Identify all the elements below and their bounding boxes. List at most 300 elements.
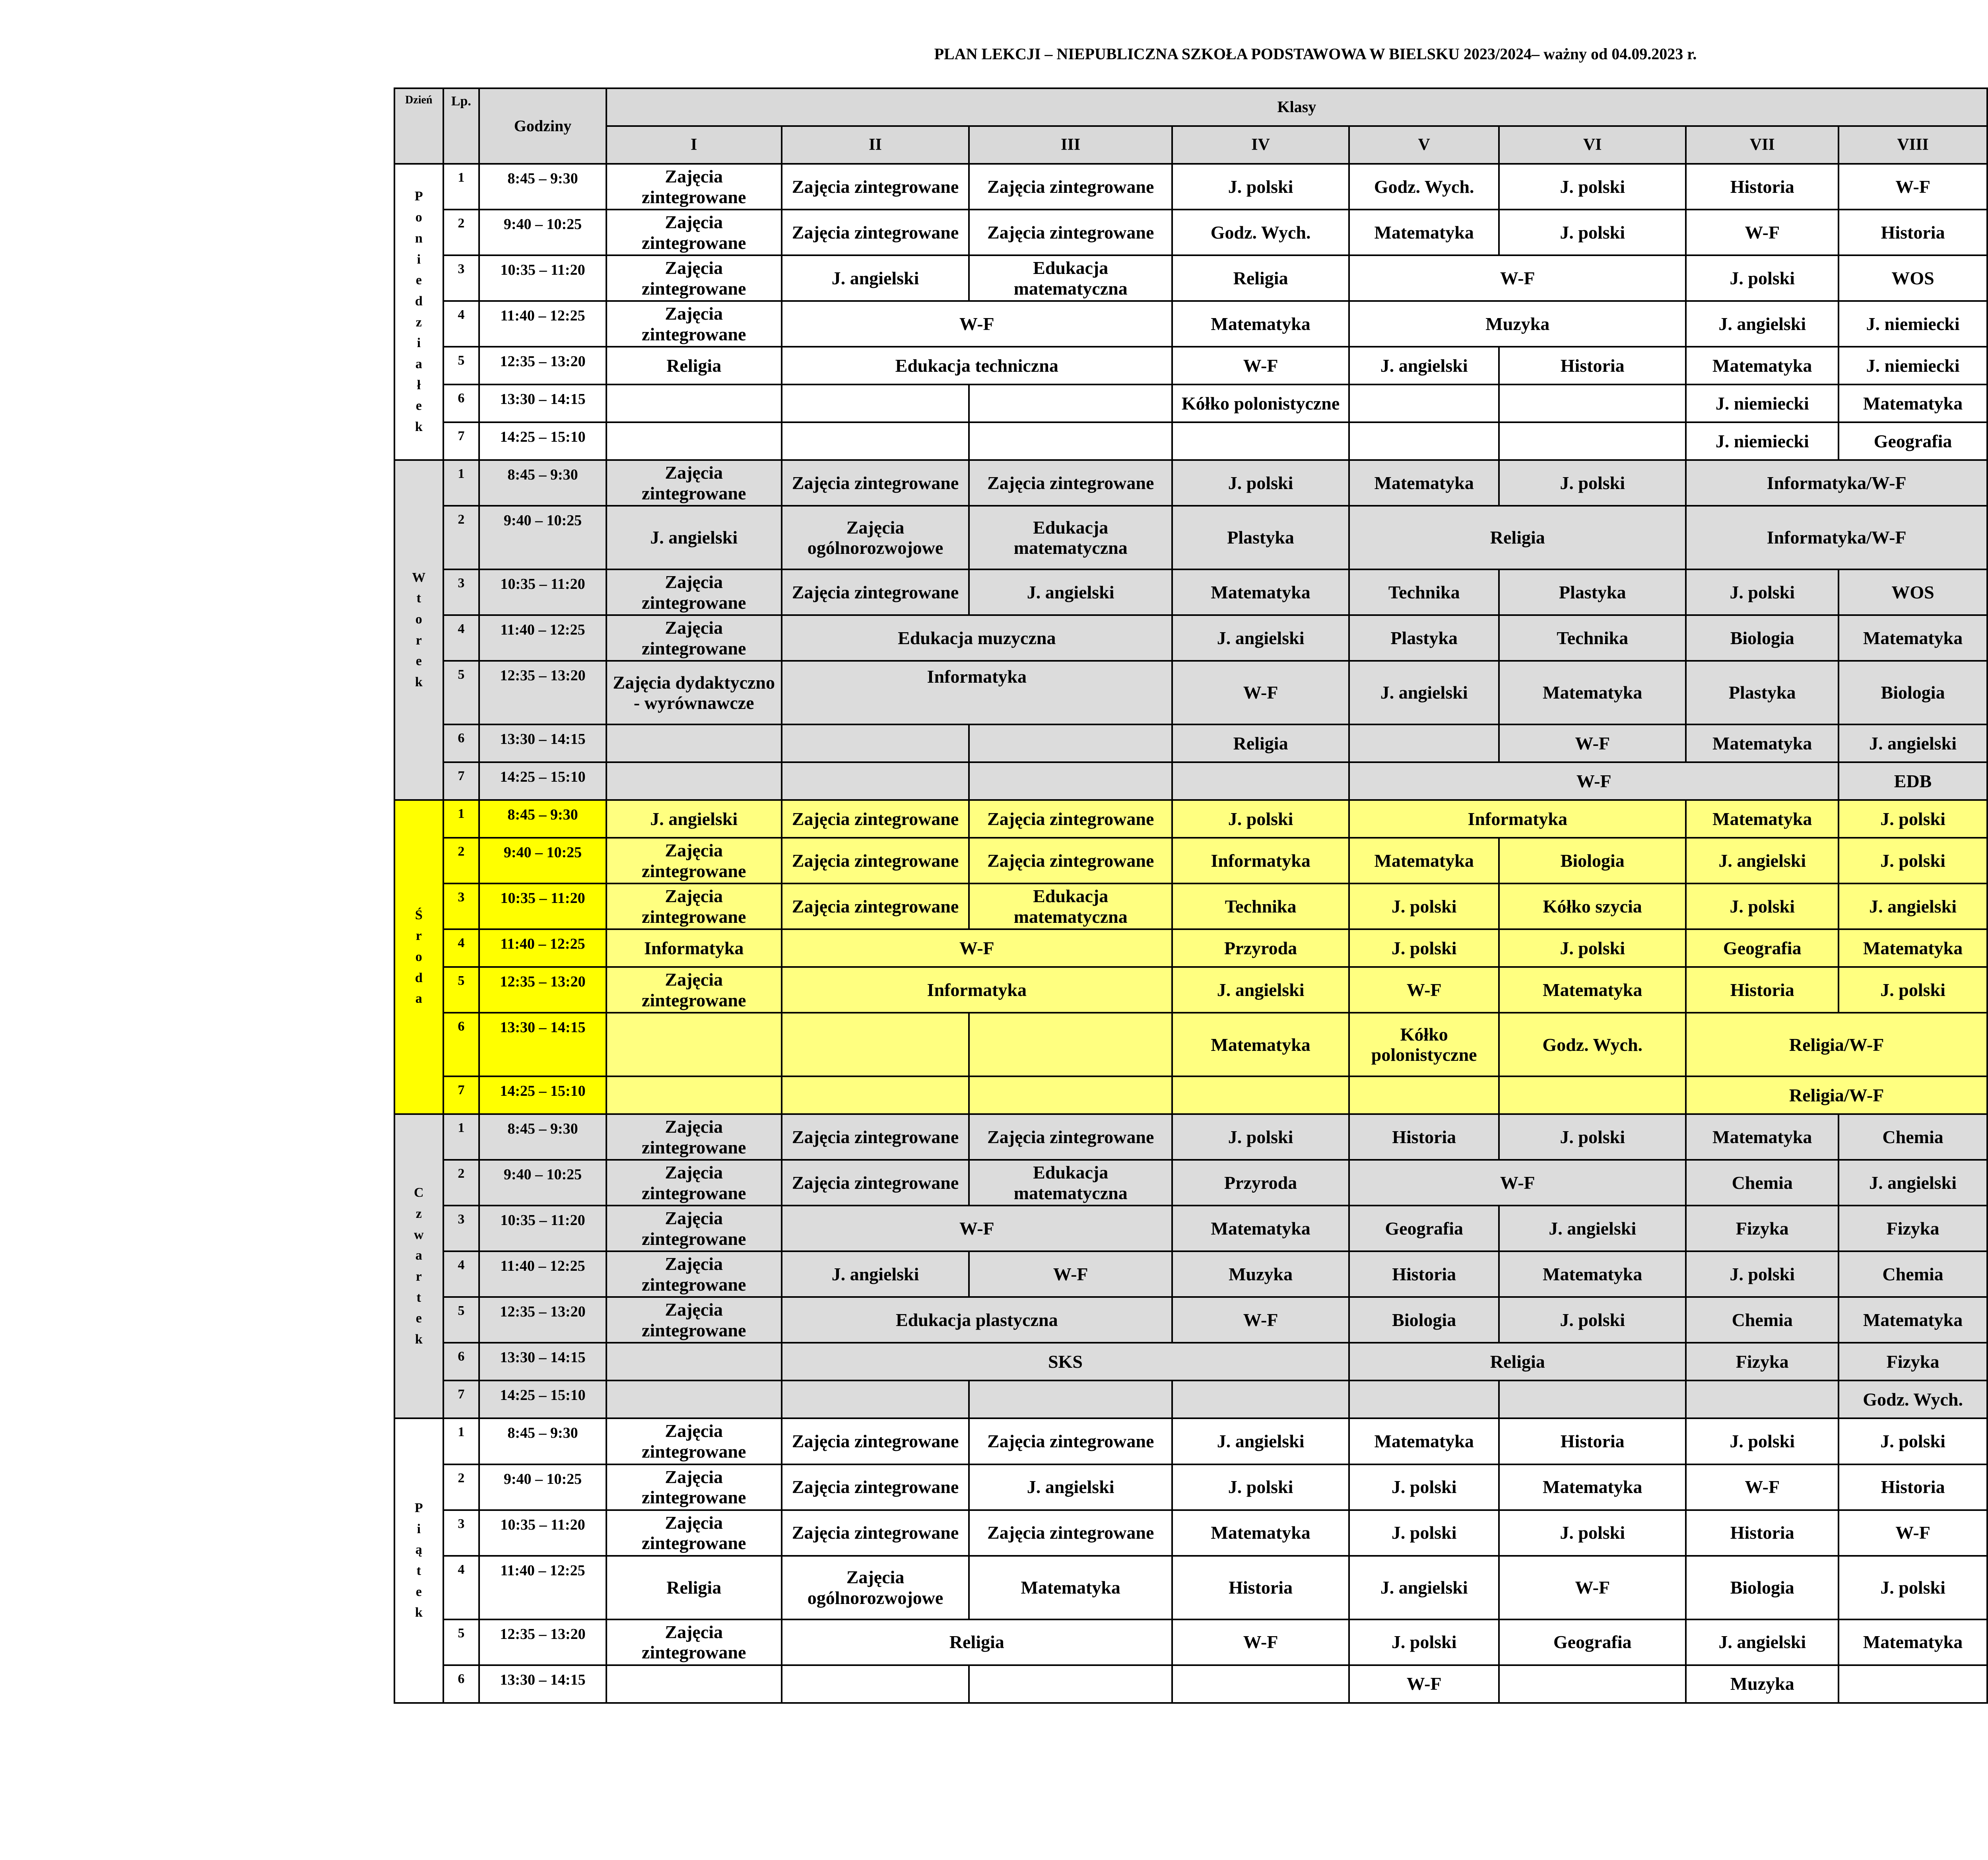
subject-cell: Zajęcia zintegrowane <box>606 1114 782 1160</box>
subject-cell: Matematyka <box>1499 967 1686 1013</box>
subject-cell: Zajęcia zintegrowane <box>969 1510 1172 1556</box>
subject-cell: J. polski <box>1499 164 1686 210</box>
lesson-hours: 8:45 – 9:30 <box>479 164 606 210</box>
subject-cell: J. polski <box>1499 210 1686 255</box>
lesson-number: 4 <box>443 301 480 347</box>
lesson-number: 2 <box>443 1160 480 1206</box>
subject-cell: Przyroda <box>1172 929 1349 967</box>
subject-cell: Plastyka <box>1172 506 1349 569</box>
lesson-number: 5 <box>443 967 480 1013</box>
lesson-hours: 12:35 – 13:20 <box>479 1619 606 1665</box>
lesson-row <box>394 1206 1987 1251</box>
lesson-row <box>394 1380 1987 1418</box>
lesson-row <box>394 661 1987 724</box>
day-letter: o <box>415 210 422 225</box>
empty-cell <box>1172 422 1349 460</box>
lesson-hours: 13:30 – 14:15 <box>479 1343 606 1380</box>
subject-cell: J. angielski <box>1172 615 1349 661</box>
day-label <box>394 1114 443 1418</box>
subject-cell: Zajęcia zintegrowane <box>606 1160 782 1206</box>
lesson-hours: 8:45 – 9:30 <box>479 460 606 506</box>
class-header: V <box>1349 126 1499 164</box>
lesson-row <box>394 615 1987 661</box>
subject-cell: W-F <box>1839 164 1987 210</box>
subject-cell: Biologia <box>1839 661 1987 724</box>
lesson-hours: 13:30 – 14:15 <box>479 1665 606 1703</box>
subject-cell: J. polski <box>1172 1114 1349 1160</box>
empty-cell <box>1349 422 1499 460</box>
subject-cell: J. angielski <box>1349 347 1499 384</box>
lesson-row <box>394 1076 1987 1114</box>
subject-cell: Plastyka <box>1686 661 1839 724</box>
empty-cell <box>1839 1665 1987 1703</box>
subject-cell: Zajęcia zintegrowane <box>606 164 782 210</box>
subject-cell: Zajęcia zintegrowane <box>782 838 969 883</box>
subject-cell: Zajęcia zintegrowane <box>606 883 782 929</box>
day-letter: e <box>415 398 422 414</box>
subject-cell: Zajęcia zintegrowane <box>606 569 782 615</box>
subject-cell: J. polski <box>1349 1464 1499 1510</box>
subject-cell: Godz. Wych. <box>1499 1013 1686 1076</box>
empty-cell <box>1349 724 1499 762</box>
subject-cell: W-F <box>1349 967 1499 1013</box>
subject-cell: Fizyka <box>1686 1343 1839 1380</box>
subject-cell: J. angielski <box>1839 883 1987 929</box>
lesson-row <box>394 422 1987 460</box>
lesson-row <box>394 210 1987 255</box>
subject-cell: Fizyka <box>1686 1206 1839 1251</box>
lesson-row <box>394 1251 1987 1297</box>
subject-cell: Historia <box>1839 1464 1987 1510</box>
subject-cell: Matematyka <box>1499 1464 1686 1510</box>
subject-cell: Matematyka <box>1349 210 1499 255</box>
day-letter: Ś <box>415 907 423 922</box>
subject-cell: J. polski <box>1499 1114 1686 1160</box>
empty-cell <box>606 1013 782 1076</box>
subject-cell: Zajęcia zintegrowane <box>782 1418 969 1464</box>
subject-cell: Biologia <box>1686 1556 1839 1619</box>
lesson-number: 2 <box>443 210 480 255</box>
subject-cell: Edukacja techniczna <box>782 347 1172 384</box>
day-letter: r <box>415 928 422 944</box>
subject-cell: Plastyka <box>1349 615 1499 661</box>
empty-cell <box>782 1665 969 1703</box>
subject-cell: WOS <box>1839 569 1987 615</box>
lesson-hours: 13:30 – 14:15 <box>479 384 606 422</box>
lesson-row <box>394 384 1987 422</box>
subject-cell: J. polski <box>1349 929 1499 967</box>
subject-cell: J. angielski <box>1686 1619 1839 1665</box>
subject-cell: Religia <box>1349 506 1686 569</box>
day-letter: ł <box>417 377 421 392</box>
lesson-hours: 11:40 – 12:25 <box>479 1556 606 1619</box>
empty-cell <box>606 422 782 460</box>
day-letter: n <box>415 231 423 246</box>
empty-cell <box>1172 762 1349 800</box>
lesson-row <box>394 506 1987 569</box>
subject-cell: Zajęcia zintegrowane <box>606 301 782 347</box>
day-letter: r <box>415 633 422 648</box>
lesson-row <box>394 347 1987 384</box>
subject-cell: Matematyka <box>1349 460 1499 506</box>
lesson-number: 7 <box>443 762 480 800</box>
subject-cell: Historia <box>1172 1556 1349 1619</box>
subject-cell: Zajęcia zintegrowane <box>782 1464 969 1510</box>
subject-cell: Zajęcia zintegrowane <box>782 210 969 255</box>
subject-cell: J. polski <box>1172 800 1349 838</box>
lesson-row <box>394 1013 1987 1076</box>
day-letter: t <box>416 1563 421 1578</box>
day-letter: i <box>417 252 421 267</box>
subject-cell: Religia/W-F <box>1686 1013 1987 1076</box>
subject-cell: Zajęcia zintegrowane <box>969 1114 1172 1160</box>
subject-cell: Zajęcia zintegrowane <box>969 1418 1172 1464</box>
empty-cell <box>782 384 969 422</box>
empty-cell <box>1349 384 1499 422</box>
lesson-hours: 10:35 – 11:20 <box>479 1206 606 1251</box>
empty-cell <box>1172 1076 1349 1114</box>
day-label <box>394 1418 443 1703</box>
subject-cell: Matematyka <box>1172 1206 1349 1251</box>
subject-cell: Zajęcia zintegrowane <box>606 1297 782 1343</box>
subject-cell: Matematyka <box>1172 1510 1349 1556</box>
lesson-row <box>394 1343 1987 1380</box>
subject-cell: Geografia <box>1349 1206 1499 1251</box>
lesson-hours: 14:25 – 15:10 <box>479 1380 606 1418</box>
subject-cell: Geografia <box>1839 422 1987 460</box>
subject-cell: Zajęcia zintegrowane <box>969 460 1172 506</box>
empty-cell <box>1172 1380 1349 1418</box>
subject-cell: Matematyka <box>1499 661 1686 724</box>
subject-cell: Zajęcia zintegrowane <box>606 1619 782 1665</box>
lesson-number: 7 <box>443 422 480 460</box>
empty-cell <box>1499 1665 1686 1703</box>
subject-cell: Technika <box>1172 883 1349 929</box>
subject-cell: Edukacja matematyczna <box>969 255 1172 301</box>
lesson-hours: 11:40 – 12:25 <box>479 929 606 967</box>
lesson-hours: 8:45 – 9:30 <box>479 1114 606 1160</box>
subject-cell: Matematyka <box>1499 1251 1686 1297</box>
lesson-number: 4 <box>443 1251 480 1297</box>
day-letter: i <box>417 336 421 351</box>
subject-cell: Religia <box>606 347 782 384</box>
lesson-number: 5 <box>443 1297 480 1343</box>
subject-cell: Muzyka <box>1349 301 1686 347</box>
subject-cell: Zajęcia zintegrowane <box>606 460 782 506</box>
class-header: I <box>606 126 782 164</box>
subject-cell: Technika <box>1349 569 1499 615</box>
subject-cell: J. angielski <box>969 1464 1172 1510</box>
subject-cell: Zajęcia zintegrowane <box>606 255 782 301</box>
subject-cell: Matematyka <box>1686 1114 1839 1160</box>
lesson-number: 7 <box>443 1380 480 1418</box>
subject-cell: Matematyka <box>1349 838 1499 883</box>
header-hours: Godziny <box>479 88 606 164</box>
class-header: VII <box>1686 126 1839 164</box>
lesson-hours: 9:40 – 10:25 <box>479 1160 606 1206</box>
lesson-row <box>394 838 1987 883</box>
subject-cell: Zajęcia zintegrowane <box>782 164 969 210</box>
day-letter: d <box>415 293 423 309</box>
day-letter: P <box>414 1500 423 1515</box>
empty-cell <box>969 762 1172 800</box>
subject-cell: Matematyka <box>1839 1619 1987 1665</box>
lesson-number: 3 <box>443 255 480 301</box>
lesson-number: 1 <box>443 164 480 210</box>
day-letter: a <box>415 356 422 371</box>
day-label <box>394 164 443 460</box>
subject-cell: Religia <box>1172 724 1349 762</box>
day-label <box>394 460 443 800</box>
lesson-row <box>394 569 1987 615</box>
subject-cell: Informatyka <box>782 967 1172 1013</box>
subject-cell: J. polski <box>1839 1418 1987 1464</box>
subject-cell: J. polski <box>1839 1556 1987 1619</box>
lesson-hours: 14:25 – 15:10 <box>479 762 606 800</box>
subject-cell: W-F <box>782 301 1172 347</box>
subject-cell: Kółko polonistyczne <box>1349 1013 1499 1076</box>
subject-cell: J. polski <box>1499 1297 1686 1343</box>
lesson-number: 6 <box>443 1013 480 1076</box>
subject-cell: J. polski <box>1349 883 1499 929</box>
subject-cell: Chemia <box>1686 1297 1839 1343</box>
lesson-row <box>394 1510 1987 1556</box>
subject-cell: J. niemiecki <box>1839 347 1987 384</box>
subject-cell: Matematyka <box>1839 615 1987 661</box>
day-letter: k <box>415 675 423 690</box>
empty-cell <box>1499 1076 1686 1114</box>
class-header: II <box>782 126 969 164</box>
subject-cell: W-F <box>1499 1556 1686 1619</box>
subject-cell: EDB <box>1839 762 1987 800</box>
empty-cell <box>1349 1076 1499 1114</box>
subject-cell: Technika <box>1499 615 1686 661</box>
subject-cell: Informatyka/W-F <box>1686 506 1987 569</box>
subject-cell: J. angielski <box>1349 1556 1499 1619</box>
subject-cell: Informatyka/W-F <box>1686 460 1987 506</box>
subject-cell: Biologia <box>1349 1297 1499 1343</box>
lesson-hours: 11:40 – 12:25 <box>479 301 606 347</box>
lesson-row <box>394 164 1987 210</box>
lesson-hours: 12:35 – 13:20 <box>479 661 606 724</box>
day-letter: d <box>415 970 423 985</box>
subject-cell: Zajęcia zintegrowane <box>606 1418 782 1464</box>
lesson-hours: 8:45 – 9:30 <box>479 1418 606 1464</box>
empty-cell <box>782 724 969 762</box>
subject-cell: Godz. Wych. <box>1172 210 1349 255</box>
day-letter: e <box>415 1311 422 1326</box>
lesson-number: 2 <box>443 838 480 883</box>
subject-cell: Zajęcia zintegrowane <box>969 838 1172 883</box>
lesson-number: 3 <box>443 569 480 615</box>
subject-cell: Zajęcia zintegrowane <box>782 1510 969 1556</box>
day-letter: o <box>415 612 422 627</box>
lesson-number: 5 <box>443 1619 480 1665</box>
subject-cell: J. polski <box>1686 883 1839 929</box>
subject-cell: Chemia <box>1839 1251 1987 1297</box>
subject-cell: W-F <box>1172 1297 1349 1343</box>
lesson-row <box>394 1464 1987 1510</box>
subject-cell: Zajęcia zintegrowane <box>606 1510 782 1556</box>
day-letter: o <box>415 949 422 964</box>
empty-cell <box>969 1013 1172 1076</box>
subject-cell: Matematyka <box>1349 1418 1499 1464</box>
lesson-row <box>394 883 1987 929</box>
subject-cell: Religia <box>1349 1343 1686 1380</box>
subject-cell: Zajęcia zintegrowane <box>782 460 969 506</box>
subject-cell: W-F <box>1172 1619 1349 1665</box>
empty-cell <box>969 1076 1172 1114</box>
empty-cell <box>969 384 1172 422</box>
subject-cell: J. polski <box>1499 460 1686 506</box>
lesson-hours: 10:35 – 11:20 <box>479 1510 606 1556</box>
subject-cell: Edukacja matematyczna <box>969 1160 1172 1206</box>
lesson-row <box>394 255 1987 301</box>
subject-cell: J. angielski <box>1172 967 1349 1013</box>
subject-cell: J. polski <box>1686 1418 1839 1464</box>
empty-cell <box>1499 422 1686 460</box>
subject-cell: Historia <box>1499 347 1686 384</box>
subject-cell: W-F <box>782 1206 1172 1251</box>
lesson-number: 3 <box>443 883 480 929</box>
subject-cell: J. polski <box>1839 838 1987 883</box>
lesson-row <box>394 301 1987 347</box>
subject-cell: J. angielski <box>782 1251 969 1297</box>
empty-cell <box>782 1076 969 1114</box>
subject-cell: J. polski <box>1686 1251 1839 1297</box>
subject-cell: J. niemiecki <box>1686 422 1839 460</box>
lesson-row <box>394 1418 1987 1464</box>
subject-cell: Historia <box>1349 1114 1499 1160</box>
lesson-hours: 9:40 – 10:25 <box>479 1464 606 1510</box>
subject-cell: Zajęcia zintegrowane <box>606 210 782 255</box>
subject-cell: J. polski <box>1686 569 1839 615</box>
subject-cell: Zajęcia zintegrowane <box>969 164 1172 210</box>
subject-cell: Zajęcia zintegrowane <box>782 800 969 838</box>
subject-cell: Zajęcia zintegrowane <box>606 838 782 883</box>
subject-cell: J. angielski <box>1349 661 1499 724</box>
class-header: III <box>969 126 1172 164</box>
lesson-hours: 13:30 – 14:15 <box>479 724 606 762</box>
empty-cell <box>606 1076 782 1114</box>
subject-cell: Matematyka <box>1686 800 1839 838</box>
subject-cell: J. polski <box>1349 1619 1499 1665</box>
empty-cell <box>782 762 969 800</box>
lesson-hours: 12:35 – 13:20 <box>479 347 606 384</box>
subject-cell: Historia <box>1839 210 1987 255</box>
day-letter: i <box>417 1521 421 1536</box>
lesson-hours: 9:40 – 10:25 <box>479 210 606 255</box>
lesson-row <box>394 1665 1987 1703</box>
subject-cell: Historia <box>1686 1510 1839 1556</box>
class-header: IV <box>1172 126 1349 164</box>
subject-cell: W-F <box>1349 1160 1686 1206</box>
day-letter: k <box>415 1605 423 1620</box>
lesson-row <box>394 460 1987 506</box>
subject-cell: J. angielski <box>1499 1206 1686 1251</box>
day-letter: k <box>415 1332 423 1347</box>
day-letter: z <box>415 1206 422 1221</box>
empty-cell <box>969 1380 1172 1418</box>
day-letter: z <box>415 315 422 330</box>
subject-cell: J. polski <box>1349 1510 1499 1556</box>
subject-cell: W-F <box>1349 1665 1499 1703</box>
subject-cell: Kółko szycia <box>1499 883 1686 929</box>
subject-cell: W-F <box>1499 724 1686 762</box>
lesson-row <box>394 724 1987 762</box>
subject-cell: W-F <box>969 1251 1172 1297</box>
subject-cell: Matematyka <box>1172 569 1349 615</box>
subject-cell: J. angielski <box>606 800 782 838</box>
subject-cell: Fizyka <box>1839 1343 1987 1380</box>
empty-cell <box>969 422 1172 460</box>
subject-cell: Geografia <box>1499 1619 1686 1665</box>
subject-cell: Chemia <box>1686 1160 1839 1206</box>
empty-cell <box>606 1343 782 1380</box>
day-letter: e <box>415 273 422 288</box>
lesson-number: 5 <box>443 347 480 384</box>
lesson-number: 4 <box>443 1556 480 1619</box>
subject-cell: W-F <box>1839 1510 1987 1556</box>
day-letter: t <box>416 591 421 606</box>
lesson-number: 7 <box>443 1076 480 1114</box>
subject-cell: Zajęcia dydaktyczno - wyrównawcze <box>606 661 782 724</box>
lesson-row <box>394 762 1987 800</box>
lesson-number: 1 <box>443 460 480 506</box>
subject-cell: Muzyka <box>1172 1251 1349 1297</box>
subject-cell: Religia <box>782 1619 1172 1665</box>
lesson-number: 3 <box>443 1206 480 1251</box>
empty-cell <box>782 422 969 460</box>
day-letter: k <box>415 419 423 434</box>
subject-cell: Zajęcia zintegrowane <box>606 615 782 661</box>
subject-cell: Fizyka <box>1839 1206 1987 1251</box>
subject-cell: W-F <box>1349 762 1839 800</box>
subject-cell: Historia <box>1686 164 1839 210</box>
lesson-hours: 13:30 – 14:15 <box>479 1013 606 1076</box>
empty-cell <box>969 724 1172 762</box>
subject-cell: Zajęcia zintegrowane <box>782 1114 969 1160</box>
subject-cell: W-F <box>1172 347 1349 384</box>
subject-cell: Zajęcia zintegrowane <box>606 967 782 1013</box>
subject-cell: Historia <box>1686 967 1839 1013</box>
subject-cell: J. polski <box>1839 800 1987 838</box>
empty-cell <box>1499 384 1686 422</box>
subject-cell: Zajęcia zintegrowane <box>782 1160 969 1206</box>
subject-cell: Biologia <box>1686 615 1839 661</box>
subject-cell: J. polski <box>1172 1464 1349 1510</box>
lesson-number: 4 <box>443 929 480 967</box>
subject-cell: WOS <box>1839 255 1987 301</box>
day-letter: e <box>415 1584 422 1599</box>
lesson-number: 6 <box>443 384 480 422</box>
subject-cell: W-F <box>782 929 1172 967</box>
lesson-number: 1 <box>443 800 480 838</box>
subject-cell: Zajęcia zintegrowane <box>969 800 1172 838</box>
subject-cell: Chemia <box>1839 1114 1987 1160</box>
day-letter: a <box>415 1248 422 1263</box>
lesson-hours: 9:40 – 10:25 <box>479 506 606 569</box>
subject-cell: J. angielski <box>1172 1418 1349 1464</box>
subject-cell: Zajęcia zintegrowane <box>782 883 969 929</box>
lesson-number: 1 <box>443 1418 480 1464</box>
subject-cell: W-F <box>1686 210 1839 255</box>
subject-cell: J. polski <box>1172 460 1349 506</box>
subject-cell: Zajęcia zintegrowane <box>782 569 969 615</box>
subject-cell: Matematyka <box>1839 929 1987 967</box>
subject-cell: Geografia <box>1686 929 1839 967</box>
empty-cell <box>1499 1380 1686 1418</box>
